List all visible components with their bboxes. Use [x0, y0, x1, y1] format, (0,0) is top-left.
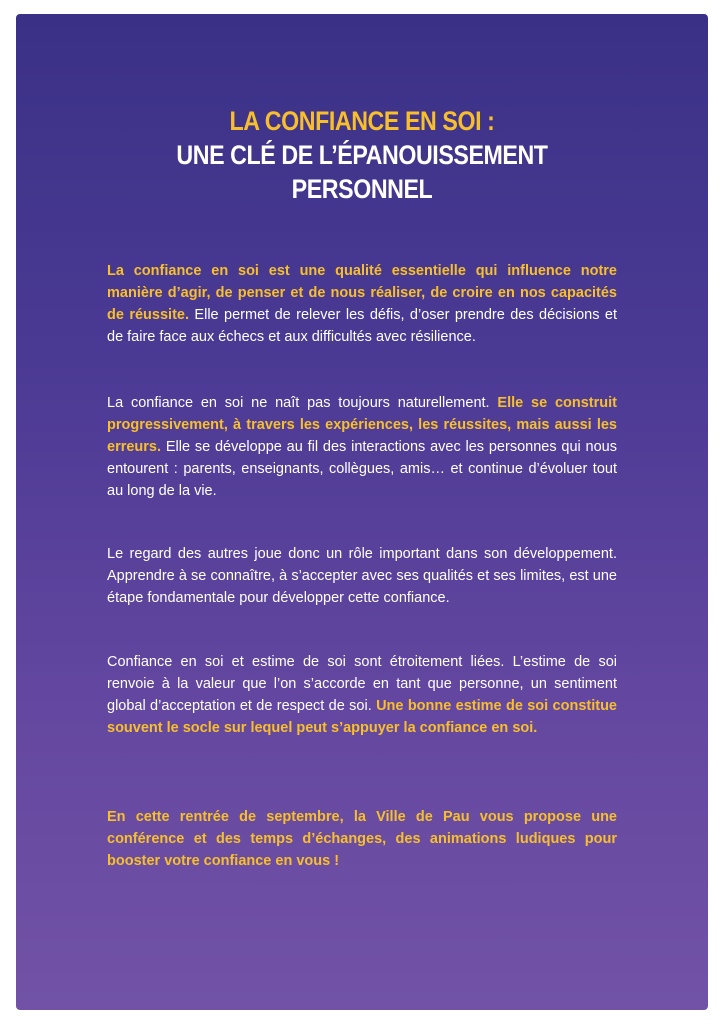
paragraph-1: [107, 260, 617, 348]
paragraph-5: [107, 806, 617, 872]
paragraph-2-text-after: Elle se développe au fil des interactions avec les personnes qui nous entourent : parents, enseignants, collègues, amis… et continue d’évoluer tout au long de la vie.: [107, 439, 617, 499]
page-title: [64, 104, 659, 206]
paragraph-2-highlight: Elle se construit progressivement, à travers les expériences, les réussites, mais aussi les erreurs.: [107, 395, 617, 455]
title-line-1: LA CONFIANCE EN SOI :: [229, 106, 495, 137]
paragraph-1-highlight: La confiance en soi est une qualité essentielle qui influence notre manière d’agir, de penser et de nous réaliser, de croire en nos capacités de réussite.: [107, 263, 617, 323]
paragraph-1-text: Elle permet de relever les défis, d’oser prendre des décisions et de faire face aux échecs et aux difficultés avec résilience.: [107, 307, 618, 345]
paragraph-2-text-before: La confiance en soi ne naît pas toujours naturellement.: [107, 395, 498, 411]
document-page: [16, 14, 708, 1010]
paragraph-4-highlight: Une bonne estime de soi constitue souvent le socle sur lequel peut s’appuyer la confiance en soi.: [107, 698, 617, 736]
paragraph-3-text: Le regard des autres joue donc un rôle important dans son développement. Apprendre à se connaître, à s’accepter avec ses qualités et ses limites, est une étape fondamentale pour développer cette confiance.: [107, 546, 617, 606]
title-line-3: PERSONNEL: [291, 174, 433, 205]
paragraph-4: [107, 651, 617, 739]
paragraph-2: [107, 392, 617, 502]
paragraph-5-highlight: En cette rentrée de septembre, la Ville de Pau vous propose une conférence et des temps d’échanges, des animations ludiques pour booster votre confiance en vous !: [107, 809, 617, 869]
paragraph-4-text-before: Confiance en soi et estime de soi sont étroitement liées. L’estime de soi renvoie à la valeur que l’on s’accorde en tant que personne, un sentiment global d’acceptation et de respect de soi.: [107, 654, 617, 714]
title-line-2: UNE CLÉ DE L’ÉPANOUISSEMENT: [176, 140, 548, 171]
paragraph-3: [107, 543, 617, 609]
